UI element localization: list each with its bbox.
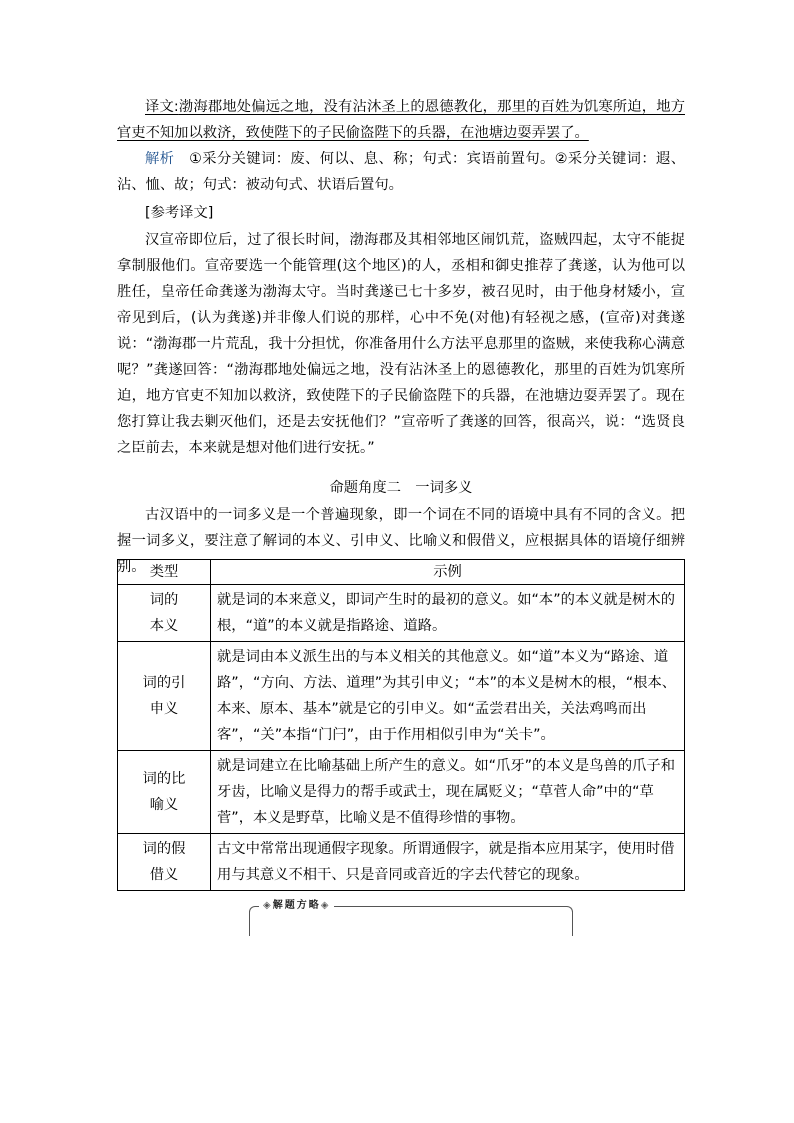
table-cell-type: 词的比喻义	[118, 751, 211, 834]
table-cell-example: 就是词的本来意义，即词产生时的最初的意义。如“本”的本义就是树木的根，“道”的本义就是指路途、道路。	[211, 585, 685, 642]
analysis-label: 解析	[145, 151, 175, 167]
table-cell-type: 词的本义	[118, 585, 211, 642]
table-header-example: 示例	[211, 560, 685, 585]
table-cell-type: 词的引申义	[118, 642, 211, 751]
intro-paragraph: 古汉语中的一词多义是一个普遍现象，即一个词在不同的语境中具有不同的含义。把握一词多义，要注意了解词的本义、引申义、比喻义和假借义，应根据具体的语境仔细辨别。	[117, 507, 685, 575]
ornament-icon: ◈	[320, 900, 331, 911]
table-row	[118, 834, 685, 891]
strategy-badge	[259, 898, 334, 914]
translation-label: 译文:	[145, 99, 179, 115]
reference-label: [参考译文]	[145, 205, 214, 221]
strategy-label: 解题方略	[272, 900, 321, 911]
table-cell-example: 古文中常常出现通假字现象。所谓通假字，就是指本应用某字，使用时借用与其意义不相干、只是音同或音近的字去代替它的现象。	[211, 834, 685, 891]
reference-paragraph: 汉宣帝即位后，过了很长时间，渤海郡及其相邻地区闹饥荒，盗贼四起，太守不能捉拿制服他们。宣帝要选一个能管理(这个地区)的人，丞相和御史推荐了龚遂，认为他可以胜任，皇帝任命龚遂为渤海太守。当时龚遂已七十多岁，被召见时，由于他身材矮小，宣帝见到后，(认为龚遂)并非像人们说的那样，心中不免(对他)有轻视之感，(宣帝)对龚遂说：“渤海郡一片荒乱，我十分担忧，你准备用什么方法平息那里的盗贼，来使我称心满意呢？”龚遂回答：“渤海郡地处偏远之地，没有沾沐圣上的恩德教化，那里的百姓为饥寒所迫，地方官吏不知加以救济，致使陛下的子民偷盗陛下的兵器，在池塘边耍弄罢了。现在您打算让我去剿灭他们，还是去安抚他们？”宣帝听了龚遂的回答，很高兴，说：“选贤良之臣前去，本来就是想对他们进行安抚。”	[117, 232, 685, 456]
table-cell-example: 就是词由本义派生出的与本义相关的其他意义。如“道”本义为“路途、道路”，“方向、方法、道理”为其引申义；“本”的本义是树木的根，“根本、本来、原本、基本”就是它的引申义。如“孟尝君出关，关法鸡鸣而出客”，“关”本指“门闩”，由于作用相似引申为“关卡”。	[211, 642, 685, 751]
table-header-row	[118, 560, 685, 585]
table-header-type: 类型	[118, 560, 211, 585]
analysis-paragraph	[117, 146, 685, 198]
table-row	[118, 751, 685, 834]
translation-text: 渤海郡地处偏远之地，没有沾沐圣上的恩德教化，那里的百姓为饥寒所迫，地方官吏不知加以救济，致使陛下的子民偷盗陛下的兵器，在池塘边耍弄罢了。	[117, 99, 685, 141]
section-title: 命题角度二 一词多义	[329, 480, 473, 496]
table-cell-type: 词的假借义	[118, 834, 211, 891]
strategy-box	[249, 900, 573, 936]
ornament-icon: ◈	[263, 900, 273, 911]
polysemy-table	[117, 559, 685, 891]
table-row	[118, 642, 685, 751]
table-cell-example: 就是词建立在比喻基础上所产生的意义。如“爪牙”的本义是鸟兽的爪子和牙齿，比喻义是得力的帮手或武士，现在属贬义；“草菅人命”中的“草菅”，本义是野草，比喻义是不值得珍惜的事物。	[211, 751, 685, 834]
table-row	[118, 585, 685, 642]
translation-paragraph	[117, 94, 685, 146]
analysis-text: ①采分关键词：废、何以、息、称；句式：宾语前置句。②采分关键词：遐、沾、恤、故；句式：被动句式、状语后置句。	[117, 151, 685, 193]
